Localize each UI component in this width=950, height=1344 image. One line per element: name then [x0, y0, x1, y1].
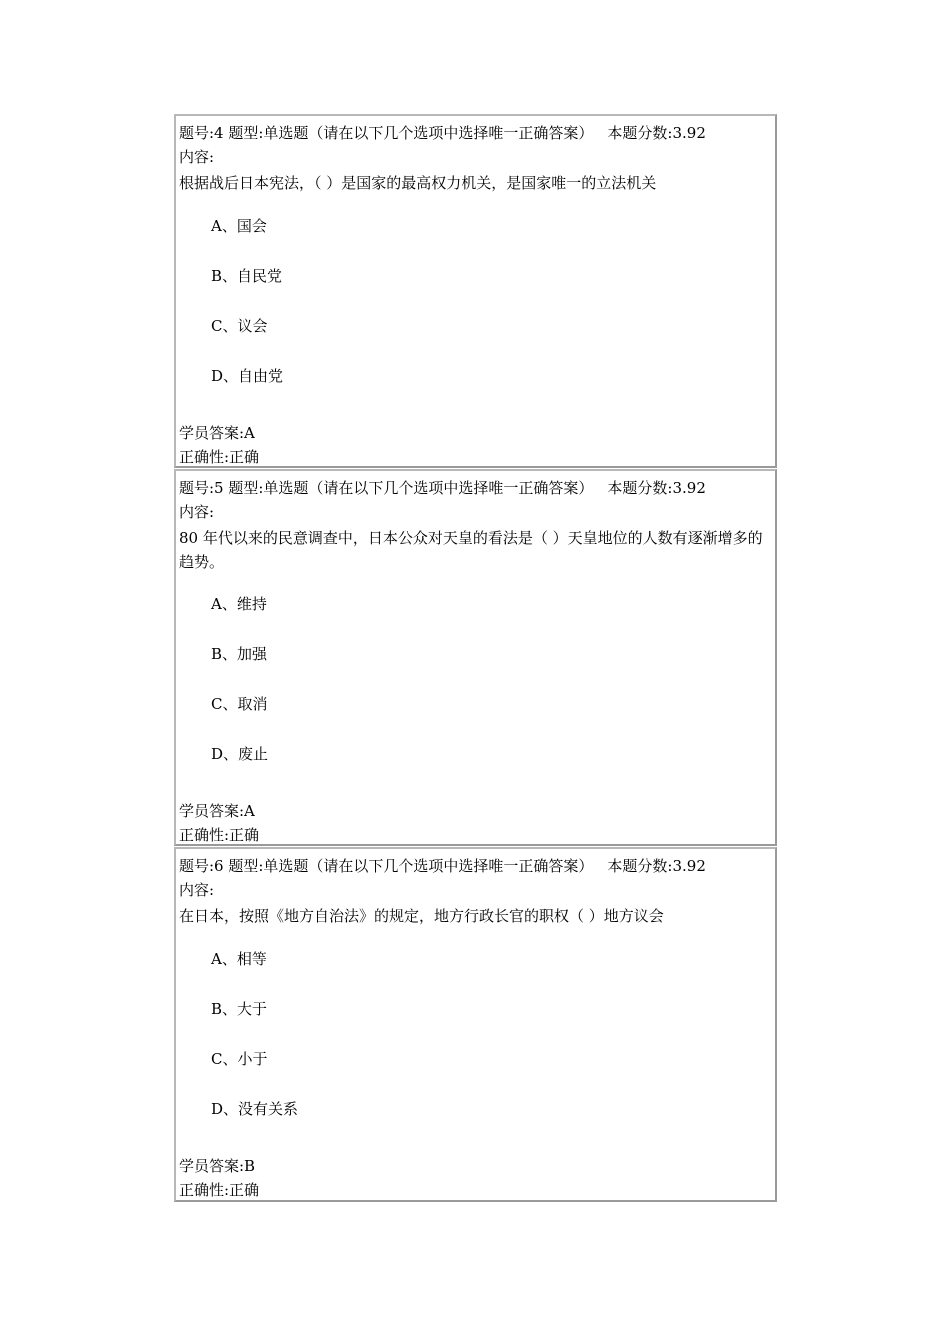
option-b: B、加强 [211, 645, 268, 663]
question-header [179, 121, 706, 145]
question-text: 在日本，按照《地方自治法》的规定，地方行政长官的职权（ ）地方议会 [179, 907, 664, 925]
question-meta: 题号:5 题型:单选题（请在以下几个选项中选择唯一正确答案） [179, 479, 594, 497]
option-d: D、废止 [211, 745, 269, 763]
question-block-6 [174, 847, 777, 1202]
question-score: 本题分数:3.92 [607, 124, 706, 142]
correctness: 正确性:正确 [179, 448, 260, 466]
question-block-4 [174, 114, 777, 468]
quiz-results-sheet [174, 114, 777, 1203]
student-answer: 学员答案:A [179, 802, 255, 820]
question-text: 80 年代以来的民意调查中，日本公众对天皇的看法是（ ）天皇地位的人数有逐渐增多的趋势。 [179, 529, 763, 571]
correctness: 正确性:正确 [179, 826, 260, 844]
correctness: 正确性:正确 [179, 1181, 260, 1199]
question-header [179, 854, 706, 878]
question-text: 根据战后日本宪法，（ ）是国家的最高权力机关，是国家唯一的立法机关 [179, 174, 657, 192]
option-c: C、取消 [211, 695, 268, 713]
content-label: 内容: [179, 148, 215, 166]
student-answer: 学员答案:B [179, 1157, 256, 1175]
question-score: 本题分数:3.92 [607, 857, 706, 875]
student-answer: 学员答案:A [179, 424, 255, 442]
option-d: D、自由党 [211, 367, 284, 385]
question-meta: 题号:4 题型:单选题（请在以下几个选项中选择唯一正确答案） [179, 124, 594, 142]
option-c: C、小于 [211, 1050, 268, 1068]
option-b: B、大于 [211, 1000, 268, 1018]
question-header [179, 476, 706, 500]
option-d: D、没有关系 [211, 1100, 299, 1118]
option-a: A、维持 [211, 595, 267, 613]
option-a: A、相等 [211, 950, 267, 968]
content-label: 内容: [179, 881, 215, 899]
option-a: A、国会 [211, 217, 267, 235]
option-c: C、议会 [211, 317, 268, 335]
question-meta: 题号:6 题型:单选题（请在以下几个选项中选择唯一正确答案） [179, 857, 594, 875]
question-block-5 [174, 469, 777, 846]
content-label: 内容: [179, 503, 215, 521]
option-b: B、自民党 [211, 267, 283, 285]
question-score: 本题分数:3.92 [607, 479, 706, 497]
